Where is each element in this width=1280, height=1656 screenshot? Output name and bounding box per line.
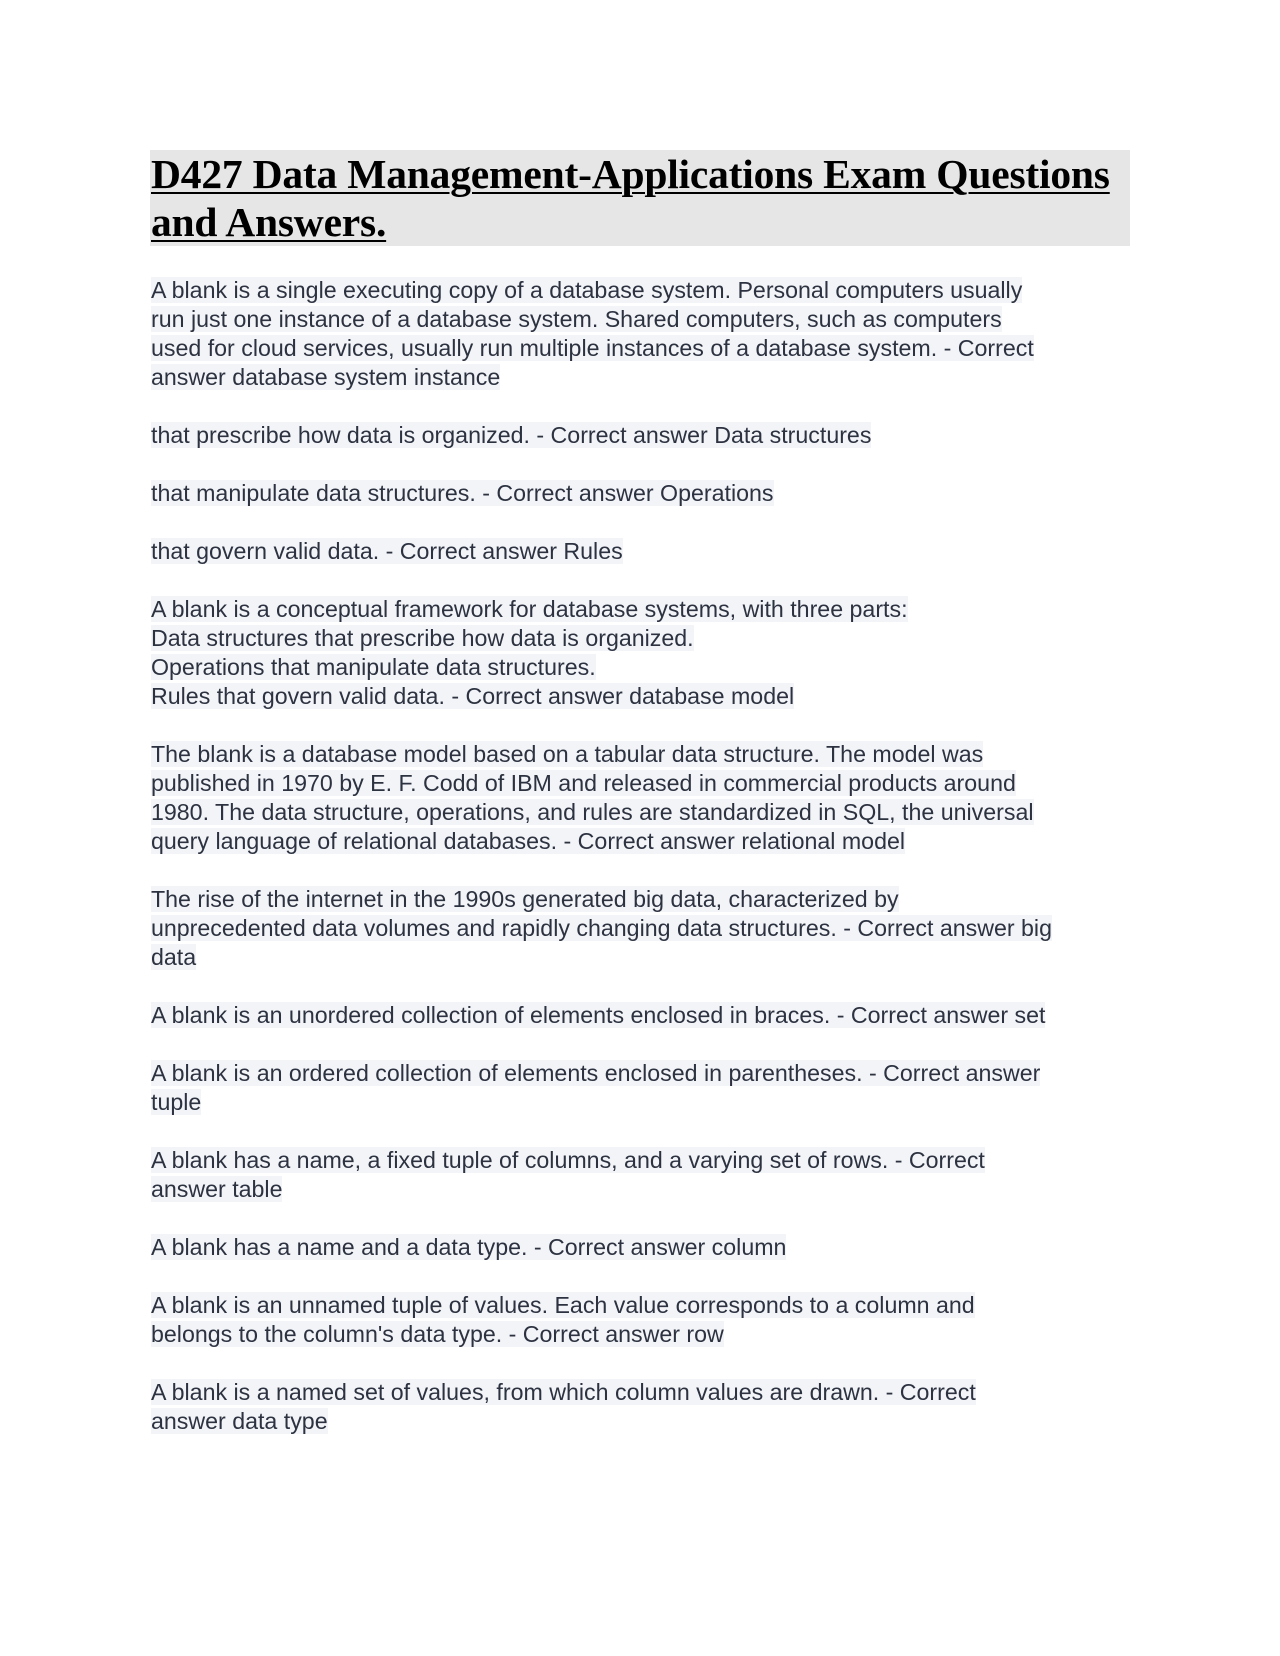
qa-line: A blank has a name and a data type. - Correct answer column [151, 1234, 787, 1260]
title-block [150, 150, 1130, 246]
qa-line: published in 1970 by E. F. Codd of IBM and released in commercial products around [151, 770, 1016, 796]
qa-line: A blank is a single executing copy of a database system. Personal computers usually [151, 277, 1023, 303]
qa-item-row [151, 1291, 1130, 1349]
qa-line: tuple [151, 1089, 202, 1115]
qa-item-data-type [151, 1378, 1130, 1436]
qa-item-data-structures [151, 421, 1130, 450]
qa-line: A blank is an ordered collection of elements enclosed in parentheses. - Correct answer [151, 1060, 1041, 1086]
qa-line: A blank is a conceptual framework for database systems, with three parts: [151, 596, 908, 622]
qa-line: Data structures that prescribe how data is organized. [151, 625, 694, 651]
qa-item-column [151, 1233, 1130, 1262]
qa-line: run just one instance of a database system. Shared computers, such as computers [151, 306, 1002, 332]
qa-item-set [151, 1001, 1130, 1030]
qa-item-database-system-instance [151, 276, 1130, 392]
qa-item-rules [151, 537, 1130, 566]
document-page [150, 150, 1130, 1465]
qa-line: answer data type [151, 1408, 328, 1434]
qa-line: query language of relational databases. - Correct answer relational model [151, 828, 906, 854]
qa-line: data [151, 944, 197, 970]
document-title [151, 150, 1130, 246]
qa-item-table [151, 1146, 1130, 1204]
qa-line: answer table [151, 1176, 283, 1202]
qa-line: Rules that govern valid data. - Correct answer database model [151, 683, 795, 709]
qa-item-database-model [151, 595, 1130, 711]
qa-line: that prescribe how data is organized. - Correct answer Data structures [151, 422, 872, 448]
qa-line: The blank is a database model based on a tabular data structure. The model was [151, 741, 984, 767]
qa-line: A blank has a name, a fixed tuple of columns, and a varying set of rows. - Correct [151, 1147, 985, 1173]
qa-line: that manipulate data structures. - Correct answer Operations [151, 480, 774, 506]
title-line: and Answers. [151, 199, 387, 245]
qa-item-relational-model [151, 740, 1130, 856]
qa-line: Operations that manipulate data structures. [151, 654, 596, 680]
qa-line: A blank is a named set of values, from which column values are drawn. - Correct [151, 1379, 976, 1405]
qa-list [150, 276, 1130, 1436]
qa-line: that govern valid data. - Correct answer Rules [151, 538, 623, 564]
qa-line: used for cloud services, usually run multiple instances of a database system. - Correct [151, 335, 1034, 361]
qa-line: The rise of the internet in the 1990s generated big data, characterized by [151, 886, 899, 912]
qa-item-operations [151, 479, 1130, 508]
qa-line: 1980. The data structure, operations, and rules are standardized in SQL, the universal [151, 799, 1034, 825]
title-line: D427 Data Management-Applications Exam Questions [151, 151, 1110, 197]
qa-line: A blank is an unordered collection of elements enclosed in braces. - Correct answer set [151, 1002, 1046, 1028]
qa-item-tuple [151, 1059, 1130, 1117]
qa-line: A blank is an unnamed tuple of values. Each value corresponds to a column and [151, 1292, 975, 1318]
qa-line: answer database system instance [151, 364, 501, 390]
qa-line: belongs to the column's data type. - Correct answer row [151, 1321, 724, 1347]
qa-line: unprecedented data volumes and rapidly changing data structures. - Correct answer big [151, 915, 1052, 941]
qa-item-big-data [151, 885, 1130, 972]
